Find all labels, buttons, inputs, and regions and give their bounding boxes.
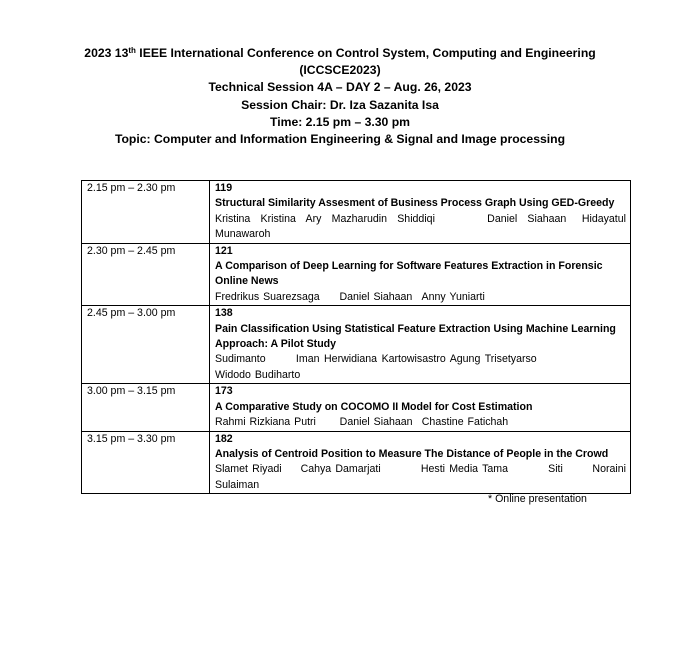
- paper-cell: [210, 243, 631, 306]
- time-slot: 3.00 pm – 3.15 pm: [82, 384, 210, 431]
- table-row: [82, 243, 631, 306]
- paper-title: Structural Similarity Assesment of Business Process Graph Using GED-Greedy: [215, 197, 615, 210]
- paper-id: 173: [215, 385, 233, 398]
- session-title: Technical Session 4A – DAY 2 – Aug. 26, 2023: [208, 80, 472, 95]
- paper-cell: [210, 431, 631, 494]
- time-slot: 3.15 pm – 3.30 pm: [82, 431, 210, 494]
- time-slot: 2.45 pm – 3.00 pm: [82, 306, 210, 384]
- session-topic: Topic: Computer and Information Engineering & Signal and Image processing: [114, 132, 566, 147]
- paper-title: A Comparative Study on COCOMO II Model for Cost Estimation: [215, 400, 533, 413]
- paper-cell: [210, 181, 631, 244]
- table-row: [82, 181, 631, 244]
- table-row: [82, 384, 631, 431]
- session-chair: Session Chair: Dr. Iza Sazanita Isa: [241, 97, 439, 112]
- paper-authors: Fredrikus Suarezsaga Daniel Siahaan Anny Yuniarti: [215, 290, 485, 303]
- paper-title: Analysis of Centroid Position to Measure The Distance of People in the Crowd: [215, 447, 609, 460]
- paper-authors: Rahmi Rizkiana Putri Daniel Siahaan Chastine Fatichah: [215, 416, 509, 429]
- paper-id: 121: [215, 244, 233, 257]
- ordinal-suffix: th: [128, 46, 136, 55]
- schedule-table: [81, 180, 631, 494]
- online-presentation-note: * Online presentation: [488, 493, 587, 505]
- conference-title: [0, 45, 680, 62]
- conference-year: 2023 13: [84, 46, 129, 60]
- paper-id: 138: [215, 307, 233, 320]
- session-header: [0, 45, 680, 148]
- conference-name: IEEE International Conference on Control System, Computing and Engineering: [135, 46, 596, 60]
- time-slot: 2.30 pm – 2.45 pm: [82, 243, 210, 306]
- paper-id: 119: [215, 182, 233, 194]
- table-row: [82, 306, 631, 384]
- table-row: [82, 431, 631, 494]
- paper-title: A Comparison of Deep Learning for Software Features Extraction in Forensic Online News: [215, 260, 603, 288]
- paper-cell: [210, 306, 631, 384]
- conference-acronym: (ICCSCE2023): [299, 63, 381, 78]
- paper-authors: Sudimanto Iman Herwidiana Kartowisastro Agung Trisetyarso Widodo Budiharto: [215, 353, 626, 381]
- paper-id: 182: [215, 432, 233, 445]
- time-slot: 2.15 pm – 2.30 pm: [82, 181, 210, 244]
- paper-cell: [210, 384, 631, 431]
- paper-title: Pain Classification Using Statistical Feature Extraction Using Machine Learning Approach: A Pilot Study: [215, 322, 616, 351]
- session-time: Time: 2.15 pm – 3.30 pm: [270, 114, 410, 129]
- paper-authors: Slamet Riyadi Cahya Damarjati Hesti Media Tama Siti Noraini Sulaiman: [215, 463, 626, 491]
- paper-authors: Kristina Kristina Ary Mazharudin Shiddiqi Daniel Siahaan Hidayatul Munawaroh: [215, 212, 626, 241]
